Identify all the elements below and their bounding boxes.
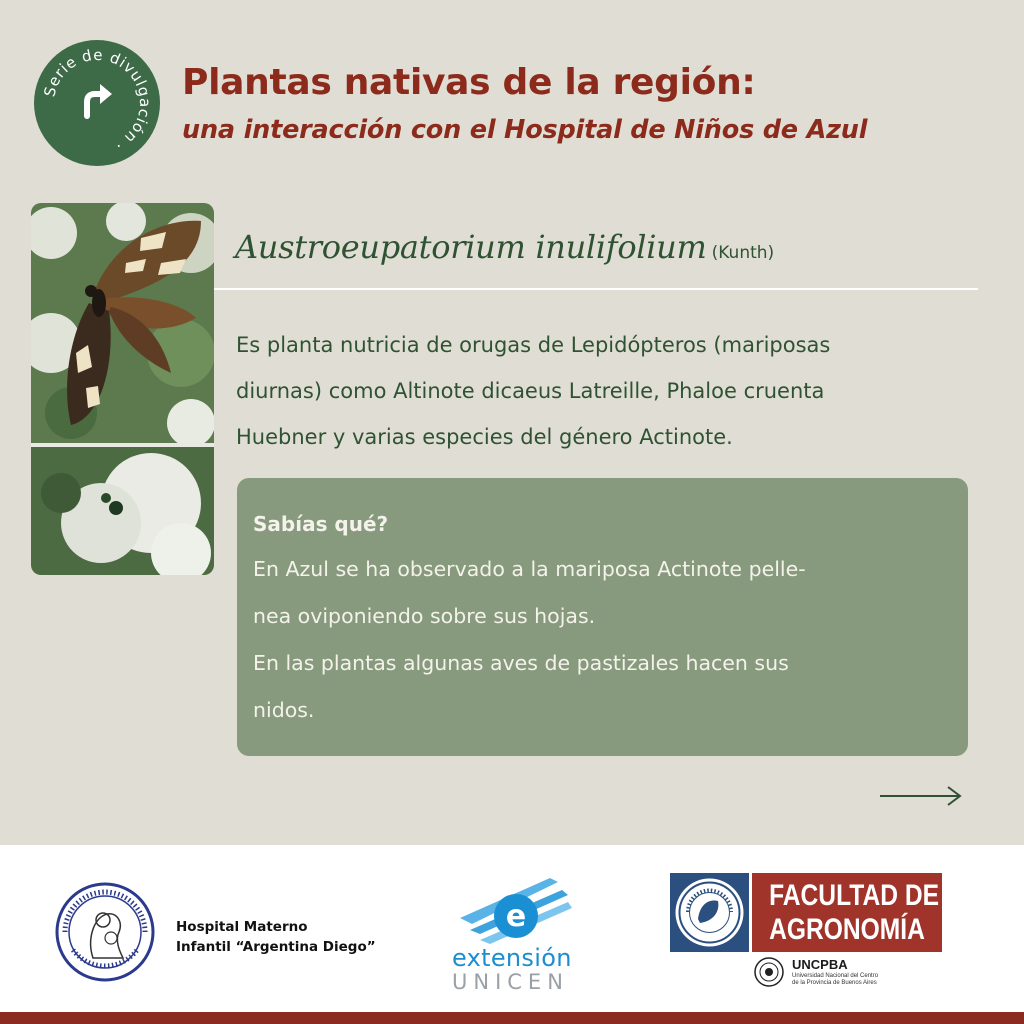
fact-box — [237, 478, 968, 756]
footer-bar — [0, 1012, 1024, 1024]
uncpba-seal — [754, 957, 784, 987]
hospital-name — [176, 917, 376, 957]
fact-line: En Azul se ha observado a la mariposa Actinote pelle- — [253, 557, 806, 581]
description-line: Es planta nutricia de orugas de Lepidópteros (mariposas — [236, 333, 831, 357]
extension-name: extensión — [452, 944, 572, 972]
fact-box-title: Sabías qué? — [253, 512, 389, 536]
description-line: Huebner y varias especies del género Actinote. — [236, 425, 733, 449]
description-line: diurnas) como Altinote dicaeus Latreille, Phaloe cruenta — [236, 379, 825, 403]
plant-butterfly-photo — [31, 203, 214, 575]
fact-line: nea oviponiendo sobre sus hojas. — [253, 604, 596, 628]
faculty-seal — [670, 873, 749, 952]
right-arrow-icon[interactable] — [878, 784, 964, 808]
faculty-name-box — [752, 873, 942, 952]
fact-line: En las plantas algunas aves de pastizales hacen sus — [253, 651, 789, 675]
faculty-name-line2: AGRONOMÍA — [769, 913, 925, 946]
uncpba-full-line1: Universidad Nacional del Centro — [792, 973, 879, 979]
uncpba-full-line2: de la Provincia de Buenos Aires — [792, 980, 877, 986]
divider — [214, 288, 978, 290]
species-scientific-name: Austroeupatorium inulifolium — [235, 228, 707, 266]
hospital-name-line1: Hospital Materno — [176, 919, 308, 935]
page-title: Plantas nativas de la región: — [182, 62, 756, 103]
species-author: (Kunth) — [711, 243, 775, 263]
hospital-name-line2: Infantil “Argentina Diego” — [176, 939, 376, 955]
hospital-logo — [53, 880, 157, 984]
species-description — [236, 322, 976, 460]
svg-text:e: e — [505, 899, 527, 934]
extension-sub: UNICEN — [452, 970, 569, 994]
badge-text: Serie de divulgación · — [40, 45, 155, 156]
extension-logo — [450, 868, 580, 952]
uncpba-name: UNCPBA — [792, 957, 848, 972]
series-badge — [34, 40, 160, 166]
page-subtitle: una interacción con el Hospital de Niños de Azul — [182, 115, 868, 145]
species-heading — [235, 228, 774, 266]
fact-box-body — [253, 546, 806, 734]
faculty-name-line1: FACULTAD DE — [769, 879, 940, 912]
fact-line: nidos. — [253, 698, 315, 722]
uncpba-full-name — [792, 973, 878, 987]
